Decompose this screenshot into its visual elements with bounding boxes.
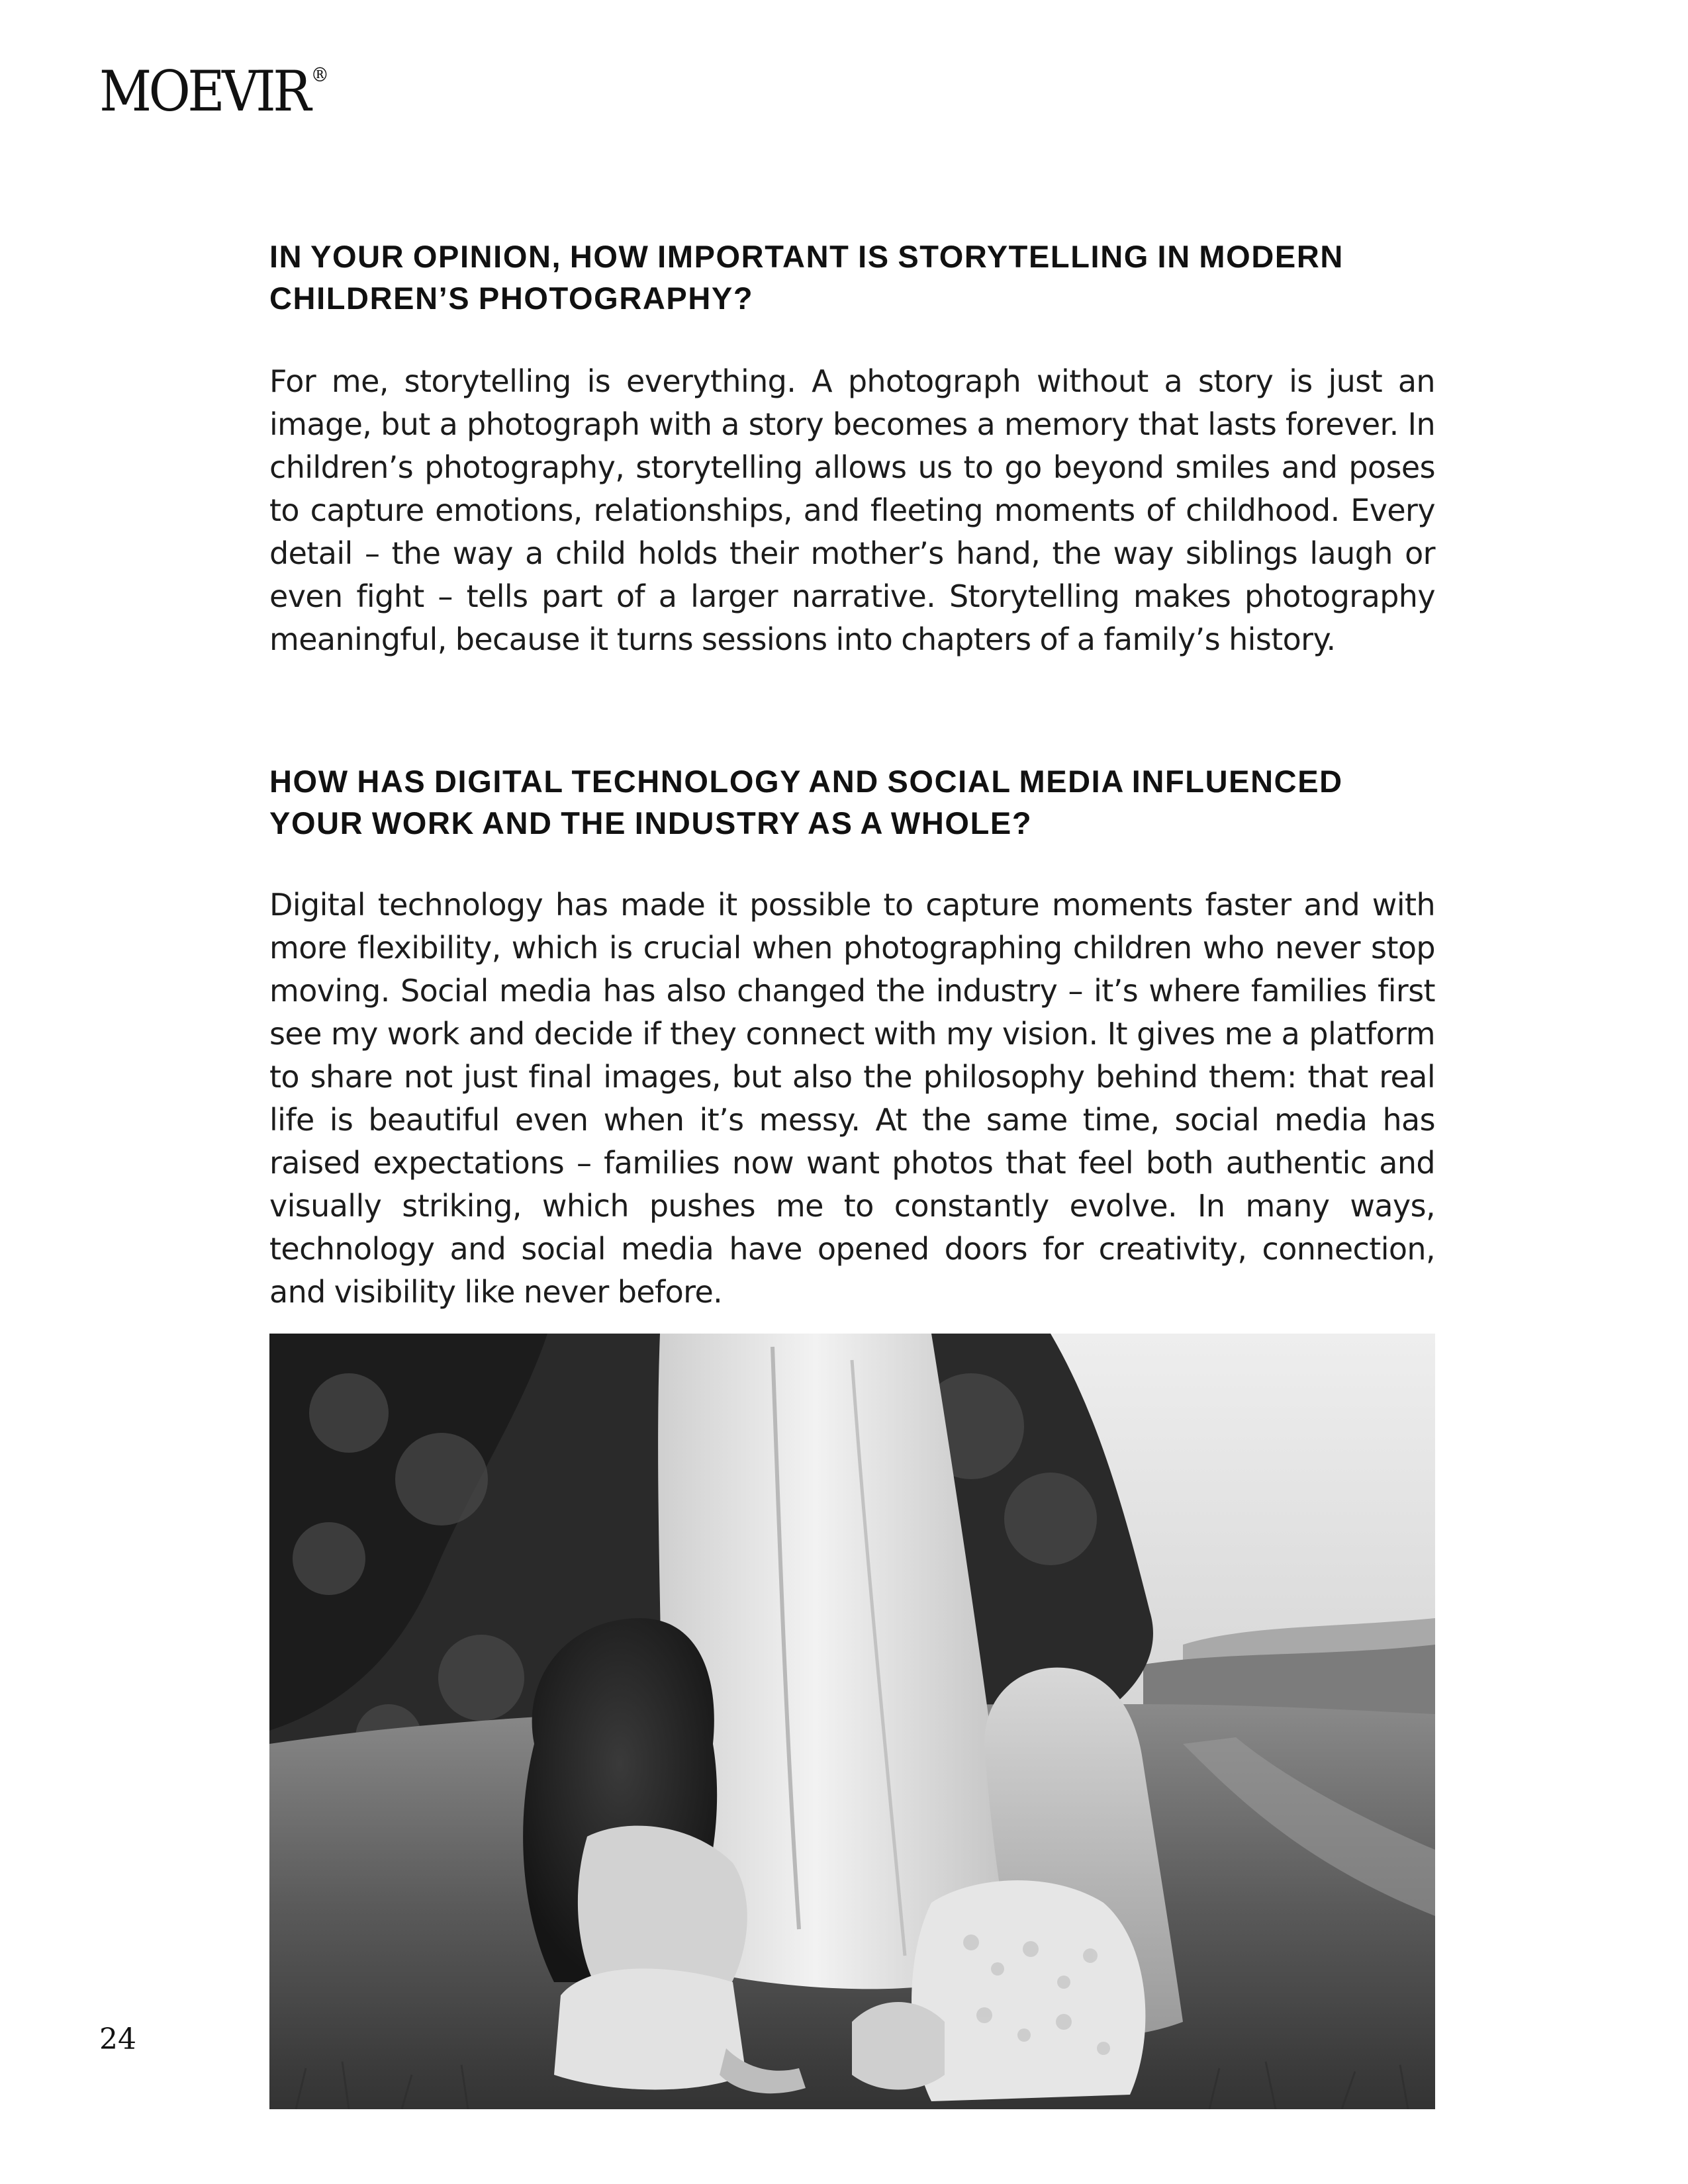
article-photo [269, 1334, 1435, 2109]
registered-mark: ® [310, 64, 330, 87]
brand-name: MOEVIR [99, 59, 308, 124]
question-heading: HOW HAS DIGITAL TECHNOLOGY AND SOCIAL MEDIA INFLUENCED YOUR WORK AND THE INDUSTRY AS A WHOLE? [269, 764, 1343, 841]
photo-scene [269, 1334, 1435, 2109]
magazine-logo [99, 59, 330, 124]
page-number: 24 [99, 2023, 136, 2056]
answer-paragraph: Digital technology has made it possible to capture moments faster and with more flexibility, which is crucial when photographing children who never stop moving. Social media has also changed the industry – it’s where families first see my work and decide if they connect with my vision. It gives me a platform to share not just final images, but also the philosophy behind them: that real life is beautiful even when it’s messy. At the same time, social media has raised expectations – families now want photos that feel both authentic and visually striking, which pushes me to constantly evolve. In many ways, technology and social media have opened doors for creativity, connection, and visibility like never before. [269, 887, 1435, 1310]
child-right-dress [912, 1880, 1145, 2101]
child-left-romper [554, 1969, 746, 2090]
answer-paragraph: For me, storytelling is everything. A photograph without a story is just an image, but a photograph with a story becomes a memory that lasts forever. In children’s photography, storytelling allows us to go beyond smiles and poses to capture emotions, relationships, and fleeting moments of childhood. Every detail – the way a child holds their mother’s hand, the way siblings laugh or even fight – tells part of a larger narrative. Storytelling makes photography meaningful, because it turns sessions into chapters of a family’s history. [269, 363, 1435, 657]
question-heading: IN YOUR OPINION, HOW IMPORTANT IS STORYTELLING IN MODERN CHILDREN’S PHOTOGRAPHY? [269, 239, 1344, 316]
child-right-legs [852, 2002, 945, 2090]
article-body [269, 236, 1435, 1314]
